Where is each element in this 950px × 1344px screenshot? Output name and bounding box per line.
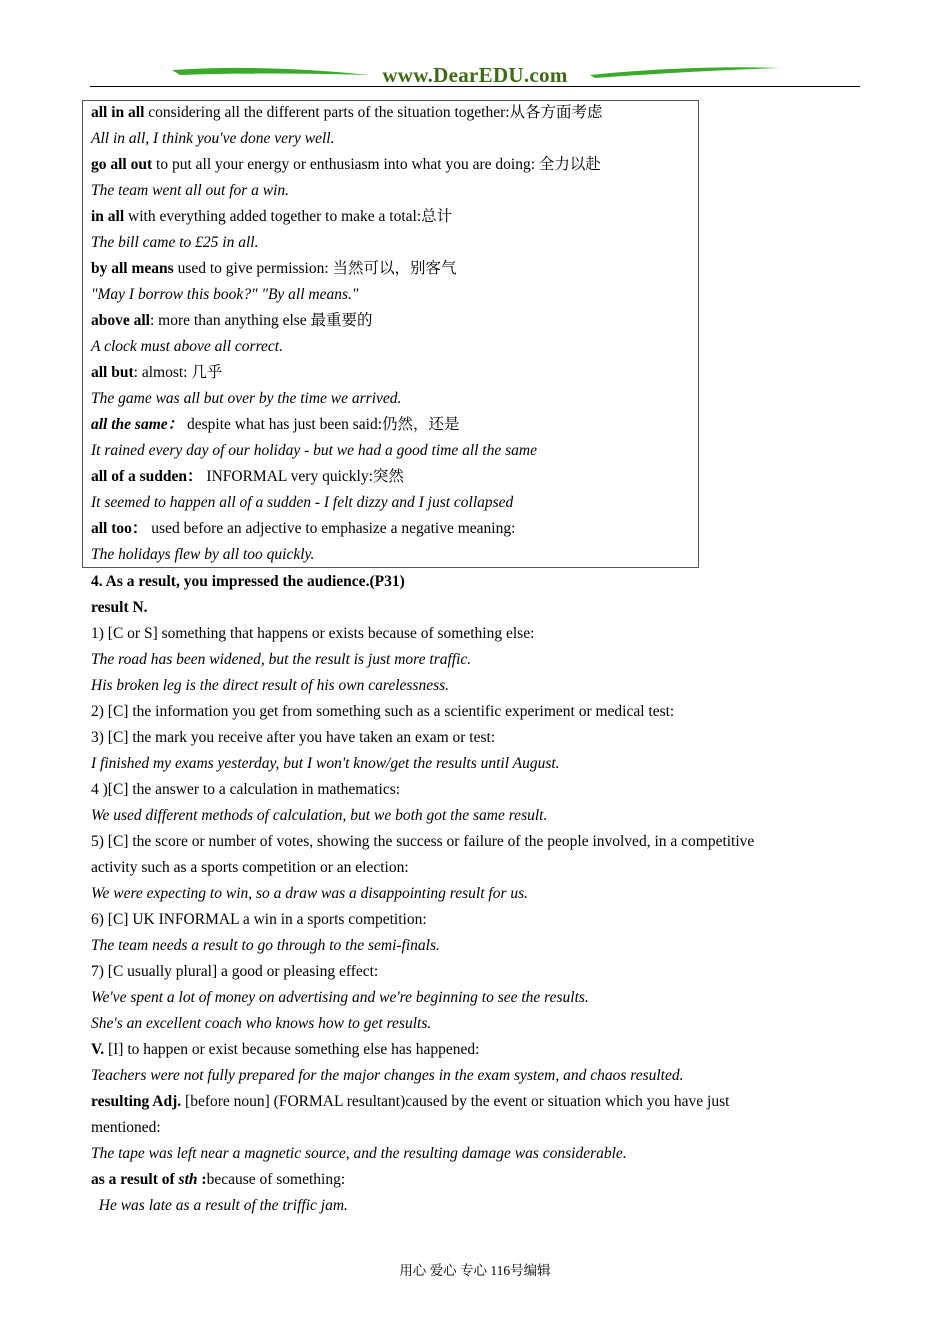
adjective-entry xyxy=(91,1092,729,1112)
site-logo-text: www.DearEDU.com xyxy=(382,63,568,87)
phrase-example: All in all, I think you've done very well. xyxy=(91,130,335,147)
phrase-entry xyxy=(91,103,603,123)
phrase-example: A clock must above all correct. xyxy=(91,338,283,355)
noun-sense-1-example-2: His broken leg is the direct result of his own carelessness. xyxy=(91,677,450,694)
adjective-definition-continued: mentioned: xyxy=(91,1119,161,1136)
noun-sense-4: 4 )[C] the answer to a calculation in mathematics: xyxy=(91,781,401,798)
verb-example: Teachers were not fully prepared for the major changes in the exam system, and chaos resulted. xyxy=(91,1067,684,1084)
adjective-definition: [before noun] (FORMAL resultant)caused by the event or situation which you have just xyxy=(181,1093,730,1110)
phrase-example: The team went all out for a win. xyxy=(91,182,290,199)
header-rule xyxy=(90,86,860,87)
phrase-as-a-result-of-example: He was late as a result of the triffic jam. xyxy=(91,1197,348,1214)
phrase-definition: INFORMAL very quickly:突然 xyxy=(202,468,404,485)
phrase-as-a-result-of-definition: because of something: xyxy=(206,1171,346,1188)
phrase-definition: : more than anything else 最重要的 xyxy=(150,312,373,329)
noun-sense-1-example-1: The road has been widened, but the result is just more traffic. xyxy=(91,651,472,668)
phrase-entry xyxy=(91,467,404,487)
phrase-entry xyxy=(91,155,601,175)
noun-sense-5-continued: activity such as a sports competition or an election: xyxy=(91,859,409,876)
phrase-head-sth: sth xyxy=(178,1171,198,1188)
phrase-term: in all xyxy=(91,208,125,225)
adjective-heading: resulting Adj. xyxy=(91,1093,182,1110)
verb-entry xyxy=(91,1040,479,1060)
noun-sense-1: 1) [C or S] something that happens or exists because of something else: xyxy=(91,625,535,642)
phrase-definition: to put all your energy or enthusiasm into what you are doing: 全力以赴 xyxy=(152,156,601,173)
phrase-head-part: as a result of xyxy=(91,1171,179,1188)
verb-definition: [I] to happen or exist because something else has happened: xyxy=(104,1041,480,1058)
phrase-term: all in all xyxy=(91,104,145,121)
phrase-entry xyxy=(91,207,452,227)
phrase-definition: considering all the different parts of the situation together:从各方面考虑 xyxy=(144,104,603,121)
page-header xyxy=(90,62,860,90)
phrase-entry xyxy=(91,363,222,383)
noun-sense-7: 7) [C usually plural] a good or pleasing effect: xyxy=(91,963,379,980)
phrase-term: all too： xyxy=(91,520,148,537)
noun-sense-3-example: I finished my exams yesterday, but I won't know/get the results until August. xyxy=(91,755,560,772)
section-heading: 4. As a result, you impressed the audience.(P31) xyxy=(91,573,405,590)
phrase-example: The holidays flew by all too quickly. xyxy=(91,546,315,563)
phrase-term: go all out xyxy=(91,156,153,173)
phrase-term: all the same： xyxy=(91,416,184,433)
phrase-definition: : almost: 几乎 xyxy=(133,364,223,381)
page-footer: 用心 爱心 专心 116号编辑 xyxy=(399,1263,551,1278)
phrase-example: The game was all but over by the time we arrived. xyxy=(91,390,402,407)
phrase-head-colon: : xyxy=(197,1171,207,1188)
noun-sense-7-example-2: She's an excellent coach who knows how to get results. xyxy=(91,1015,432,1032)
noun-sense-5-example: We were expecting to win, so a draw was a disappointing result for us. xyxy=(91,885,529,902)
noun-sense-2: 2) [C] the information you get from something such as a scientific experiment or medical test: xyxy=(91,703,675,720)
phrase-term: all but xyxy=(91,364,134,381)
noun-sense-6-example: The team needs a result to go through to the semi-finals. xyxy=(91,937,440,954)
phrase-entry xyxy=(91,415,460,435)
phrase-example: The bill came to £25 in all. xyxy=(91,234,259,251)
noun-sense-6: 6) [C] UK INFORMAL a win in a sports competition: xyxy=(91,911,427,928)
phrase-definition: with everything added together to make a total:总计 xyxy=(124,208,453,225)
phrase-term: by all means xyxy=(91,260,174,277)
phrase-example: "May I borrow this book?" "By all means." xyxy=(91,286,359,303)
noun-sense-4-example: We used different methods of calculation, but we both got the same result. xyxy=(91,807,548,824)
noun-sense-3: 3) [C] the mark you receive after you have taken an exam or test: xyxy=(91,729,496,746)
noun-sense-7-example-1: We've spent a lot of money on advertising and we're beginning to see the results. xyxy=(91,989,589,1006)
adjective-example: The tape was left near a magnetic source, and the resulting damage was considerable. xyxy=(91,1145,627,1162)
phrase-entry xyxy=(91,519,515,539)
phrase-definition: used before an adjective to emphasize a negative meaning: xyxy=(147,520,516,537)
phrase-entry xyxy=(91,311,373,331)
noun-heading: result N. xyxy=(91,599,148,616)
phrase-definition: despite what has just been said:仍然，还是 xyxy=(183,416,460,433)
phrase-definition: used to give permission: 当然可以，别客气 xyxy=(173,260,457,277)
phrase-as-a-result-of xyxy=(91,1170,345,1190)
phrase-example: It seemed to happen all of a sudden - I felt dizzy and I just collapsed xyxy=(91,494,514,511)
phrase-term: above all xyxy=(91,312,150,329)
phrase-example: It rained every day of our holiday - but we had a good time all the same xyxy=(91,442,537,459)
noun-sense-5: 5) [C] the score or number of votes, showing the success or failure of the people involved, in a competitive xyxy=(91,833,755,850)
verb-heading: V. xyxy=(91,1041,105,1058)
phrase-entry xyxy=(91,259,457,279)
phrase-term: all of a sudden： xyxy=(91,468,203,485)
